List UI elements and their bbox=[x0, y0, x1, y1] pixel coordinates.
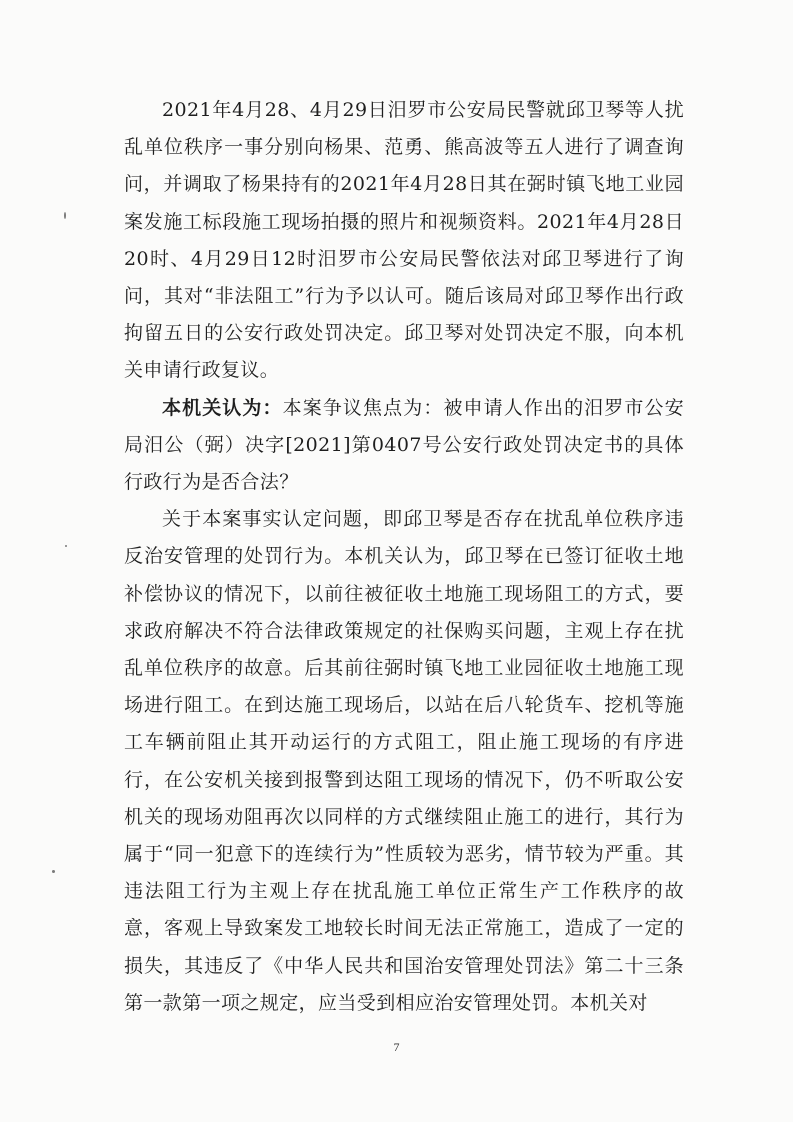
scan-speck bbox=[65, 545, 67, 547]
paragraph-text: 关于本案事实认定问题，即邱卫琴是否存在扰乱单位秩序违反治安管理的处罚行为。本机关认为，邱卫琴在已签订征收土地补偿协议的情况下，以前往被征收土地施工现场阻工的方式，要求政府解决不符合法律政策规定的社保购买问题，主观上存在扰乱单位秩序的故意。后其前往弼时镇飞地工业园征收土地施工现场进行阻工。在到达施工现场后，以站在后八轮货车、挖机等施工车辆前阻止其开动运行的方式阻工，阻止施工现场的有序进行，在公安机关接到报警到达阻工现场的情况下，仍不听取公安机关的现场劝阻再次以同样的方式继续阻止施工的进行，其行为属于“同一犯意下的连续行为”性质较为恶劣，情节较为严重。其违法阻工行为主观上存在扰乱施工单位正常生产工作秩序的故意，客观上导致案发工地较长时间无法正常施工，造成了一定的损失，其违反了《中华人民共和国治安管理处罚法》第二十三条第一款第一项之规定，应当受到相应治安管理处罚。本机关对 bbox=[124, 508, 684, 1014]
paragraph-investigation bbox=[124, 92, 684, 390]
scan-speck bbox=[52, 870, 55, 873]
paragraph-facts bbox=[124, 501, 684, 1022]
body-text bbox=[124, 92, 684, 1022]
paragraph-text: 2021年4月28、4月29日汨罗市公安局民警就邱卫琴等人扰乱单位秩序一事分别向杨果、范勇、熊高波等五人进行了调查询问，并调取了杨果持有的2021年4月28日其在弼时镇飞地工业园案发施工标段施工现场拍摄的照片和视频资料。2021年4月28日20时、4月29日12时汨罗市公安局民警依法对邱卫琴进行了询问，其对“非法阻工”行为予以认可。随后该局对邱卫琴作出行政拘留五日的公安行政处罚决定。邱卫琴对处罚决定不服，向本机关申请行政复议。 bbox=[124, 99, 684, 382]
paragraph-opinion bbox=[124, 390, 684, 502]
paragraph-lead: 本机关认为： bbox=[162, 396, 283, 419]
paragraph-text: 本案争议焦点为：被申请人作出的汨罗市公安局汨公（弼）决字[2021]第0407号公安行政处罚决定书的具体行政行为是否合法？ bbox=[124, 396, 684, 494]
page-number: 7 bbox=[393, 1040, 400, 1054]
scan-speck bbox=[64, 212, 66, 219]
